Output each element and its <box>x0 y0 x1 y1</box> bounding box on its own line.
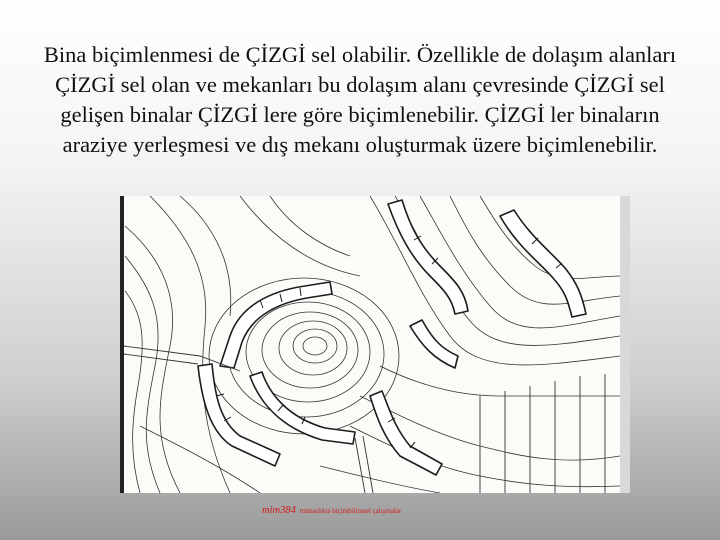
slide-footer <box>262 500 401 518</box>
site-plan-drawing <box>120 196 630 493</box>
slide-body-text: Bina biçimlenmesi de ÇİZGİ sel olabilir. Özellikle de dolaşım alanları ÇİZGİ sel olan ve mekanları bu dolaşım alanı çevresinde ÇİZGİ sel gelişen binalar ÇİZGİ lere göre biçimlenebilir. ÇİZGİ ler binaların araziye yerleşmesi ve dış mekanı oluşturmak üzere biçimlenebilir. <box>43 42 677 157</box>
footer-subtitle: mimarlıkta biçimbilimsel çalışmalar <box>299 507 402 515</box>
footer-course-code: mim384 <box>262 505 296 516</box>
